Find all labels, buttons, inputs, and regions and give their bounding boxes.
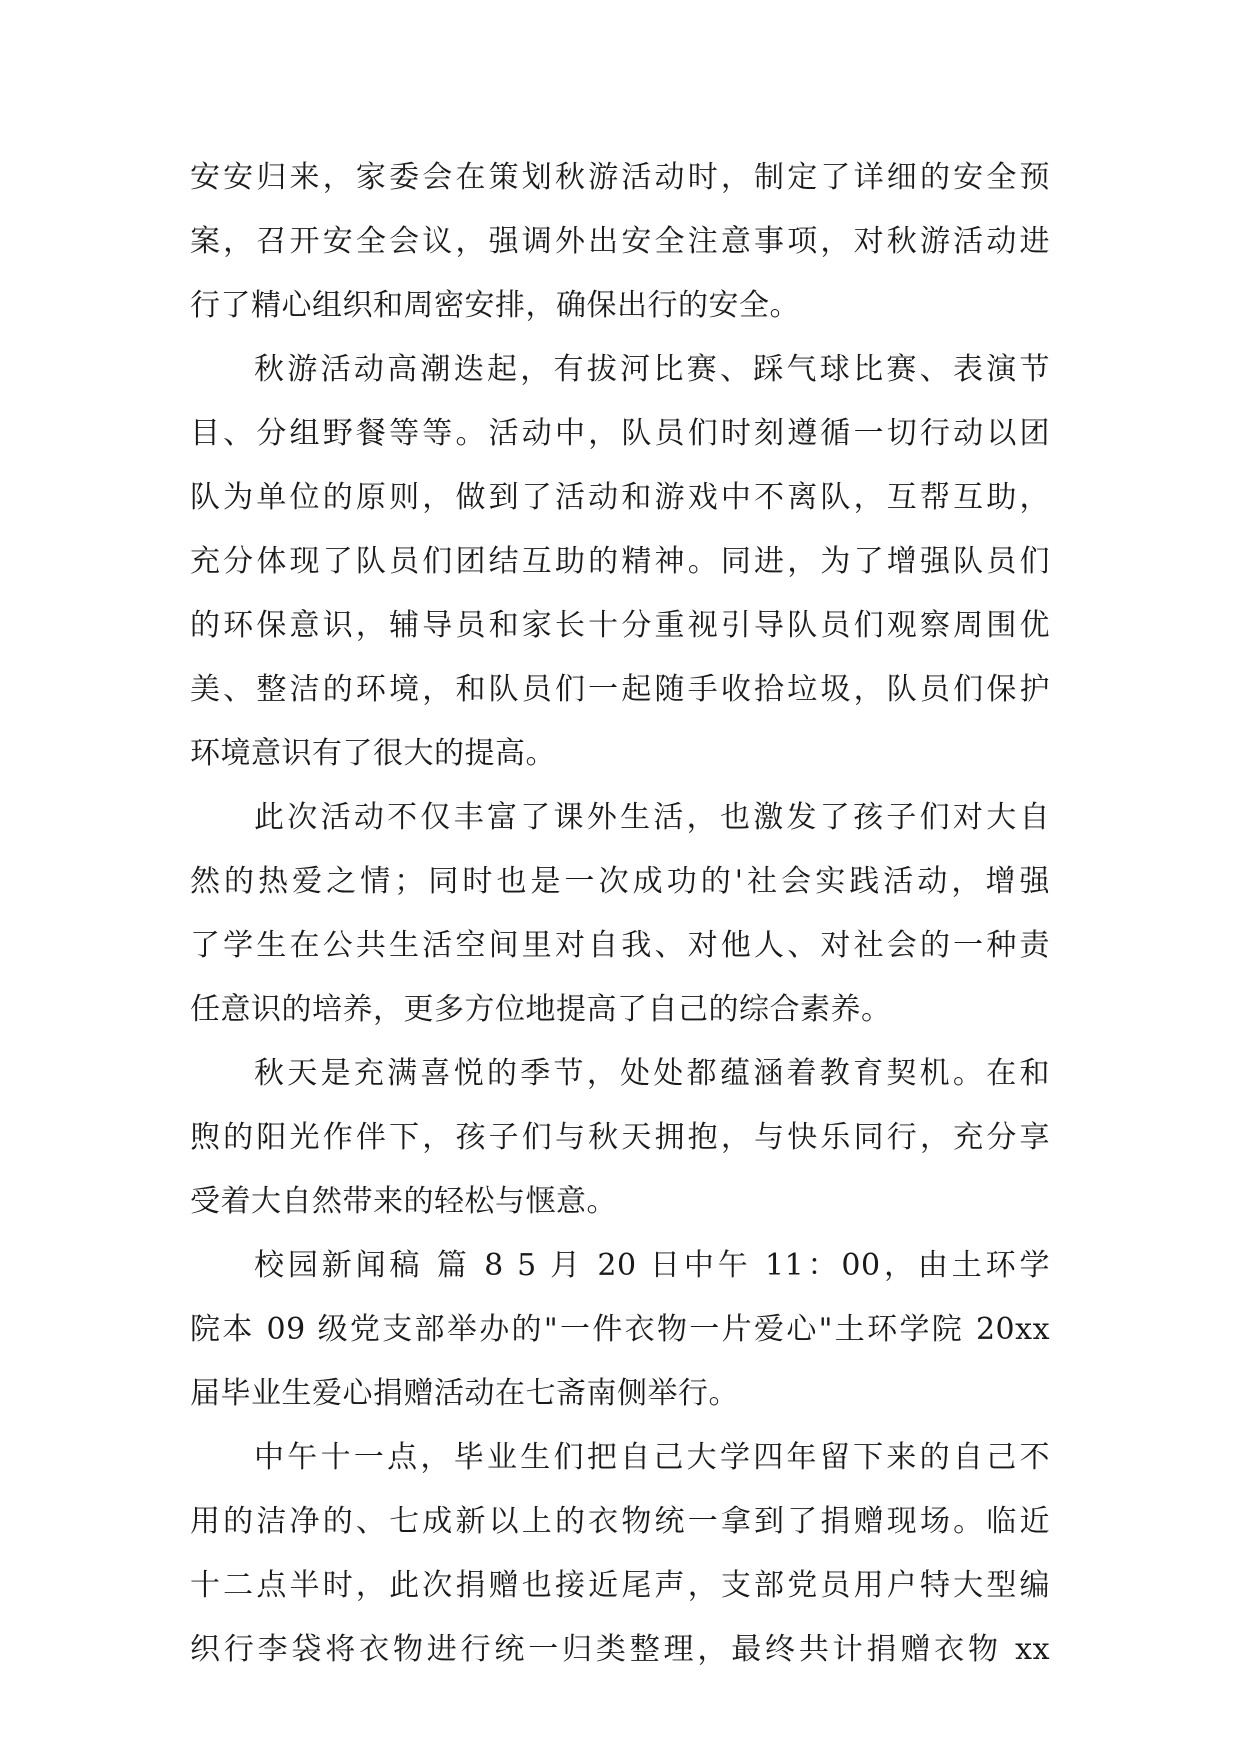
section-heading-line: 校园新闻稿 篇 8 5 月 20 日中午 11：00，由土环学 (254, 1248, 1050, 1283)
text-line: 了学生在公共生活空间里对自我、对他人、对社会的一种责 (190, 928, 1050, 963)
text-line: 目、分组野餐等等。活动中，队员们时刻遵循一切行动以团 (190, 416, 1050, 451)
text-line: 煦的阳光作伴下，孩子们与秋天拥抱，与快乐同行，充分享 (190, 1120, 1050, 1155)
text-line: 队为单位的原则，做到了活动和游戏中不离队，互帮互助， (190, 480, 1050, 515)
paragraph-first-line: 秋天是充满喜悦的季节，处处都蕴涵着教育契机。在和 (254, 1056, 1050, 1091)
text-line: 环境意识有了很大的提高。 (190, 736, 556, 771)
paragraph-first-line: 中午十一点，毕业生们把自己大学四年留下来的自己不 (254, 1440, 1050, 1475)
text-line: 充分体现了队员们团结互助的精神。同进，为了增强队员们 (190, 544, 1050, 579)
text-line: 的环保意识，辅导员和家长十分重视引导队员们观察周围优 (190, 608, 1050, 643)
text-line: 用的洁净的、七成新以上的衣物统一拿到了捐赠现场。临近 (190, 1504, 1050, 1539)
text-line: 院本 09 级党支部举办的"一件衣物一片爱心"土环学院 20xx (190, 1312, 1050, 1347)
text-line: 案，召开安全会议，强调外出安全注意事项，对秋游活动进 (190, 224, 1050, 259)
text-line: 然的热爱之情；同时也是一次成功的'社会实践活动，增强 (190, 864, 1050, 899)
text-line: 行了精心组织和周密安排，确保出行的安全。 (190, 288, 800, 323)
paragraph-first-line: 此次活动不仅丰富了课外生活，也激发了孩子们对大自 (254, 800, 1050, 835)
text-line: 安安归来，家委会在策划秋游活动时，制定了详细的安全预 (190, 160, 1050, 195)
text-line: 十二点半时，此次捐赠也接近尾声，支部党员用户特大型编 (190, 1568, 1050, 1603)
text-line: 任意识的培养，更多方位地提高了自己的综合素养。 (190, 992, 892, 1027)
text-line: 美、整洁的环境，和队员们一起随手收拾垃圾，队员们保护 (190, 672, 1050, 707)
text-line: 受着大自然带来的轻松与惬意。 (190, 1184, 617, 1219)
text-line: 届毕业生爱心捐赠活动在七斋南侧举行。 (190, 1376, 739, 1411)
text-line: 织行李袋将衣物进行统一归类整理，最终共计捐赠衣物 xx (190, 1632, 1050, 1667)
paragraph-first-line: 秋游活动高潮迭起，有拔河比赛、踩气球比赛、表演节 (254, 352, 1050, 387)
document-body (190, 146, 1050, 1682)
